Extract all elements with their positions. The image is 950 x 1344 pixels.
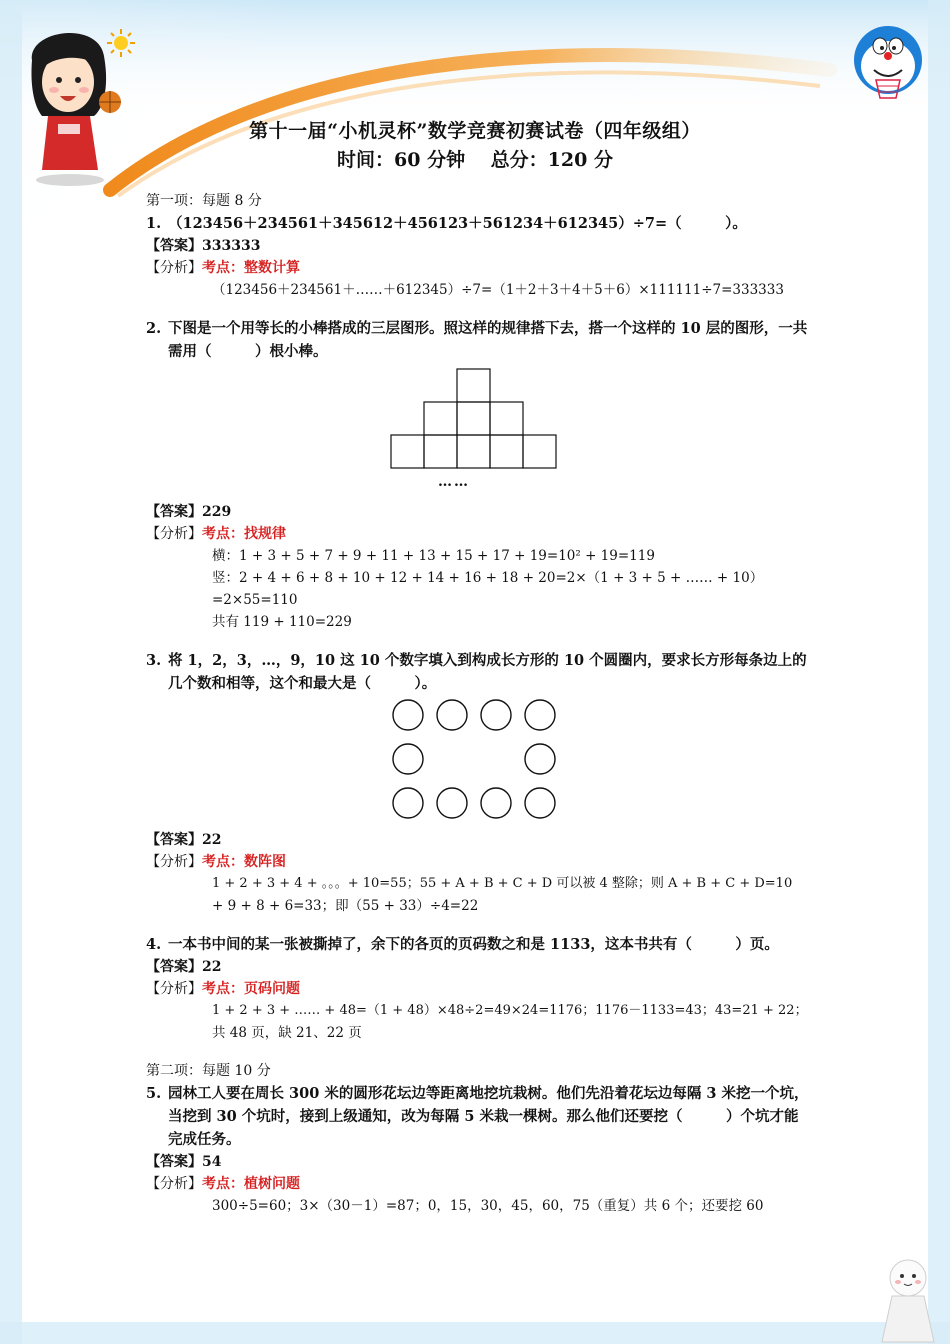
pyramid-square (391, 435, 424, 468)
key-point: 考点：植树问题 (202, 1176, 300, 1192)
number-circle (481, 700, 511, 730)
solution-line: 1 + 2 + 3 + 4 + 。。。+ 10=55；55 + A + B + C + D 可以被 4 整除；则 A + B + C + D=10 (212, 876, 793, 891)
key-point: 考点：找规律 (202, 526, 286, 542)
analysis-2 (146, 523, 811, 545)
question-number: 1. (146, 215, 162, 232)
continuation-dots: …… (438, 474, 470, 490)
solution-line: （123456＋234561＋……＋612345）÷7=（1＋2＋3＋4＋5＋6）×111111÷7=333333 (212, 282, 784, 298)
pyramid-square (457, 369, 490, 402)
solution-line: + 9 + 8 + 6=33；即（55 + 33）÷4=22 (212, 898, 479, 914)
number-circle (525, 788, 555, 818)
number-circle (437, 788, 467, 818)
pyramid-square (457, 435, 490, 468)
solution-line: 1 + 2 + 3 + …… + 48=（1 + 48）×48÷2=49×24=1176；1176－1133=43；43=21 + 22； (212, 1003, 808, 1018)
answer-3 (146, 829, 811, 851)
key-point: 考点：数阵图 (202, 854, 286, 870)
solution-line: 横：1 + 3 + 5 + 7 + 9 + 11 + 13 + 15 + 17 + 19=10² + 19=119 (212, 548, 655, 564)
solution-line: 共有 119 + 110=229 (212, 614, 352, 630)
section-1-heading: 第一项：每题 8 分 (146, 193, 262, 209)
question-5 (146, 1082, 811, 1151)
answer-tag: 【答案】 (146, 832, 202, 848)
number-circle (525, 744, 555, 774)
section-2-heading: 第二项：每题 10 分 (146, 1063, 271, 1079)
solution-line: 300÷5=60；3×（30－1）=87；0，15，30，45，60，75（重复）共 6 个；还要挖 60 (212, 1198, 764, 1214)
girl-basketball-illustration (18, 20, 128, 190)
teru-teru-bozu-illustration (872, 1256, 942, 1344)
number-circle (525, 700, 555, 730)
number-circle (393, 788, 423, 818)
question-2 (146, 317, 811, 363)
doraemon-illustration (848, 22, 928, 102)
answer-tag: 【答案】 (146, 959, 202, 975)
number-circle (481, 788, 511, 818)
circle-rectangle-figure (390, 697, 570, 823)
answer-value: 229 (202, 504, 232, 520)
pyramid-square (424, 435, 457, 468)
content (146, 190, 811, 1217)
question-number: 4. (146, 936, 162, 953)
number-circle (393, 700, 423, 730)
analysis-tag: 【分析】 (146, 1176, 202, 1192)
answer-4 (146, 956, 811, 978)
analysis-5 (146, 1173, 811, 1195)
answer-value: 22 (202, 959, 222, 975)
solution-line: 共 48 页，缺 21、22 页 (212, 1025, 362, 1041)
question-text: 下图是一个用等长的小棒搭成的三层图形。照这样的规律搭下去，搭一个这样的 10 层的图形，一共需用（ ）根小棒。 (168, 320, 808, 360)
question-number: 2. (146, 320, 162, 337)
answer-2 (146, 501, 811, 523)
question-text: 一本书中间的某一张被撕掉了，余下的各页的页码数之和是 1133，这本书共有（ ）页。 (168, 936, 779, 953)
answer-value: 22 (202, 832, 222, 848)
key-point: 考点：整数计算 (202, 260, 300, 276)
analysis-1 (146, 257, 811, 279)
answer-value: 54 (202, 1154, 222, 1170)
pyramid-square (457, 402, 490, 435)
question-text: （123456＋234561＋345612＋456123＋561234＋612345）÷7=（ ）。 (168, 215, 747, 232)
key-point: 考点：页码问题 (202, 981, 300, 997)
pyramid-square (490, 435, 523, 468)
answer-tag: 【答案】 (146, 238, 202, 254)
answer-tag: 【答案】 (146, 1154, 202, 1170)
question-1 (146, 212, 811, 235)
answer-5 (146, 1151, 811, 1173)
solution-line: 竖：2 + 4 + 6 + 8 + 10 + 12 + 14 + 16 + 18 + 20=2×（1 + 3 + 5 + …… + 10）=2×55=110 (212, 570, 764, 608)
analysis-tag: 【分析】 (146, 981, 202, 997)
number-circle (393, 744, 423, 774)
analysis-tag: 【分析】 (146, 260, 202, 276)
question-number: 5. (146, 1085, 162, 1102)
analysis-3 (146, 851, 811, 873)
answer-tag: 【答案】 (146, 504, 202, 520)
question-text: 园林工人要在周长 300 米的圆形花坛边等距离地挖坑栽树。他们先沿着花坛边每隔 3 米挖一个坑，当挖到 30 个坑时，接到上级通知，改为每隔 5 米栽一棵树。那么他们还要挖（ ）个坑才能完成任务。 (168, 1085, 809, 1148)
pyramid-square (424, 402, 457, 435)
header (0, 118, 950, 174)
question-number: 3. (146, 652, 162, 669)
answer-value: 333333 (202, 238, 261, 254)
number-circle (437, 700, 467, 730)
question-text: 将 1，2，3，…，9，10 这 10 个数字填入到构成长方形的 10 个圆圈内，要求长方形每条边上的几个数和相等，这个和最大是（ ）。 (168, 652, 807, 692)
question-3 (146, 649, 811, 695)
analysis-tag: 【分析】 (146, 854, 202, 870)
analysis-tag: 【分析】 (146, 526, 202, 542)
page-title: 第十一届“小机灵杯”数学竞赛初赛试卷（四年级组） (249, 120, 701, 142)
pyramid-square (490, 402, 523, 435)
question-4 (146, 933, 811, 956)
page-subtitle: 时间：60 分钟 总分：120 分 (337, 149, 613, 171)
pyramid-square (523, 435, 556, 468)
stick-pyramid-figure (390, 367, 590, 473)
analysis-4 (146, 978, 811, 1000)
answer-1 (146, 235, 811, 257)
